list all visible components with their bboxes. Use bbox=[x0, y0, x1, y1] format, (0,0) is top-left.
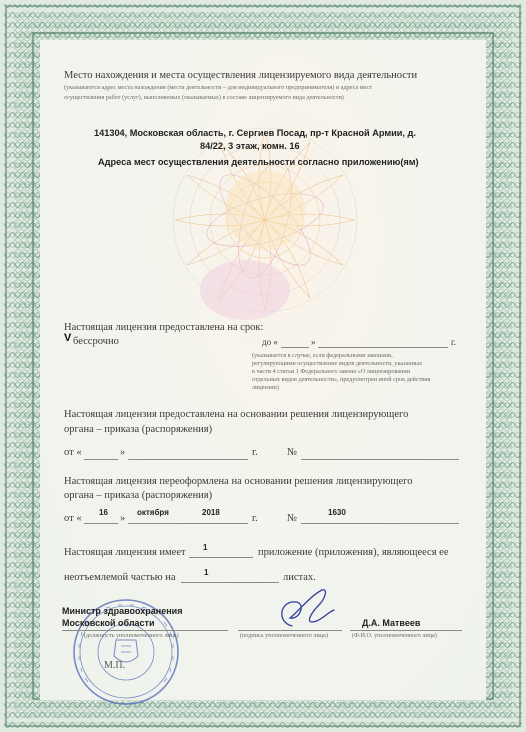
grant-quote: » bbox=[120, 447, 126, 458]
name-line bbox=[350, 630, 462, 631]
reissue-year-suffix: г. bbox=[252, 513, 258, 524]
header-note: (указываются адрес места нахождения (места деятельности – для индивидуального предпринимателя) и адреса мест bbox=[64, 84, 373, 91]
term-label: Настоящая лицензия предоставлена на срок: bbox=[64, 322, 264, 333]
term-note: регулирующими осуществление видов деятельности, указанных bbox=[252, 360, 423, 367]
term-note: отдельных видов деятельности», предусмотрен иной срок действия bbox=[252, 376, 431, 383]
appendix-prefix: Настоящая лицензия имеет bbox=[64, 547, 186, 558]
reissue-quote: » bbox=[120, 513, 126, 524]
appendix-count-line bbox=[189, 557, 253, 558]
term-note: в части 4 статьи 1 Федерального закона «О лицензировании bbox=[252, 368, 411, 375]
header-note: осуществления работ (услуг), выполняемых (оказываемых) в составе лицензируемого вида деятельности) bbox=[64, 94, 344, 101]
until-date-line bbox=[318, 347, 448, 348]
grant-day-line bbox=[84, 459, 118, 460]
address-locations: Адреса мест осуществления деятельности согласно приложению(ям) bbox=[98, 157, 419, 167]
grant-year-suffix: г. bbox=[252, 447, 258, 458]
reissue-month: октября bbox=[137, 508, 169, 517]
grant-number-line bbox=[301, 459, 459, 460]
reissue-line: органа – приказа (распоряжения) bbox=[64, 490, 213, 501]
caption-position: (должность уполномоченного лица) bbox=[84, 632, 179, 639]
until-day-line bbox=[281, 347, 309, 348]
term-indefinite: бессрочно bbox=[73, 336, 119, 347]
reissue-day: 16 bbox=[99, 508, 108, 517]
term-note: (указывается в случае, если федеральными законами, bbox=[252, 352, 393, 359]
signatory-position: Министр здравоохранения bbox=[62, 606, 183, 616]
appendix-suffix: приложение (приложения), являющееся ее bbox=[258, 547, 449, 558]
seal-mp: М.П. bbox=[104, 660, 126, 671]
address-line: 141304, Московская область, г. Сергиев Посад, пр-т Красной Армии, д. bbox=[94, 128, 416, 138]
check-mark: V bbox=[64, 332, 72, 344]
address-line: 84/22, 3 этаж, комн. 16 bbox=[200, 141, 300, 151]
reissue-line: Настоящая лицензия переоформлена на основании решения лицензирующего bbox=[64, 476, 413, 487]
reissue-day-line bbox=[84, 523, 118, 524]
signatory-name: Д.А. Матвеев bbox=[362, 618, 421, 628]
term-note: лицензии) bbox=[252, 384, 279, 391]
reissue-number: 1630 bbox=[328, 508, 346, 517]
appendix-sheets: 1 bbox=[204, 568, 209, 577]
grant-from: от « bbox=[64, 447, 82, 458]
signatory-position: Московской области bbox=[62, 618, 155, 628]
reissue-number-sign: № bbox=[287, 513, 298, 524]
grant-number-sign: № bbox=[287, 447, 298, 458]
handwritten-signature bbox=[262, 582, 342, 634]
grant-line: Настоящая лицензия предоставлена на основании решения лицензирующего bbox=[64, 409, 409, 420]
reissue-number-line bbox=[301, 523, 459, 524]
grant-line: органа – приказа (распоряжения) bbox=[64, 424, 213, 435]
appendix-sheets-suffix: листах. bbox=[283, 572, 316, 583]
caption-signature: (подпись уполномоченного лица) bbox=[240, 632, 328, 639]
grant-date-line bbox=[128, 459, 248, 460]
until-prefix: до « bbox=[262, 337, 278, 347]
reissue-from: от « bbox=[64, 513, 82, 524]
reissue-date-line bbox=[128, 523, 248, 524]
appendix-line2: неотъемлемой частью на bbox=[64, 572, 176, 583]
reissue-year: 2018 bbox=[202, 508, 220, 517]
appendix-count: 1 bbox=[203, 543, 208, 552]
until-year-suffix: г. bbox=[451, 337, 456, 347]
position-line bbox=[62, 630, 228, 631]
caption-name: (Ф.И.О. уполномоченного лица) bbox=[352, 632, 437, 639]
until-quote: » bbox=[311, 337, 316, 347]
header-title: Место нахождения и места осуществления лицензируемого вида деятельности bbox=[64, 70, 418, 81]
